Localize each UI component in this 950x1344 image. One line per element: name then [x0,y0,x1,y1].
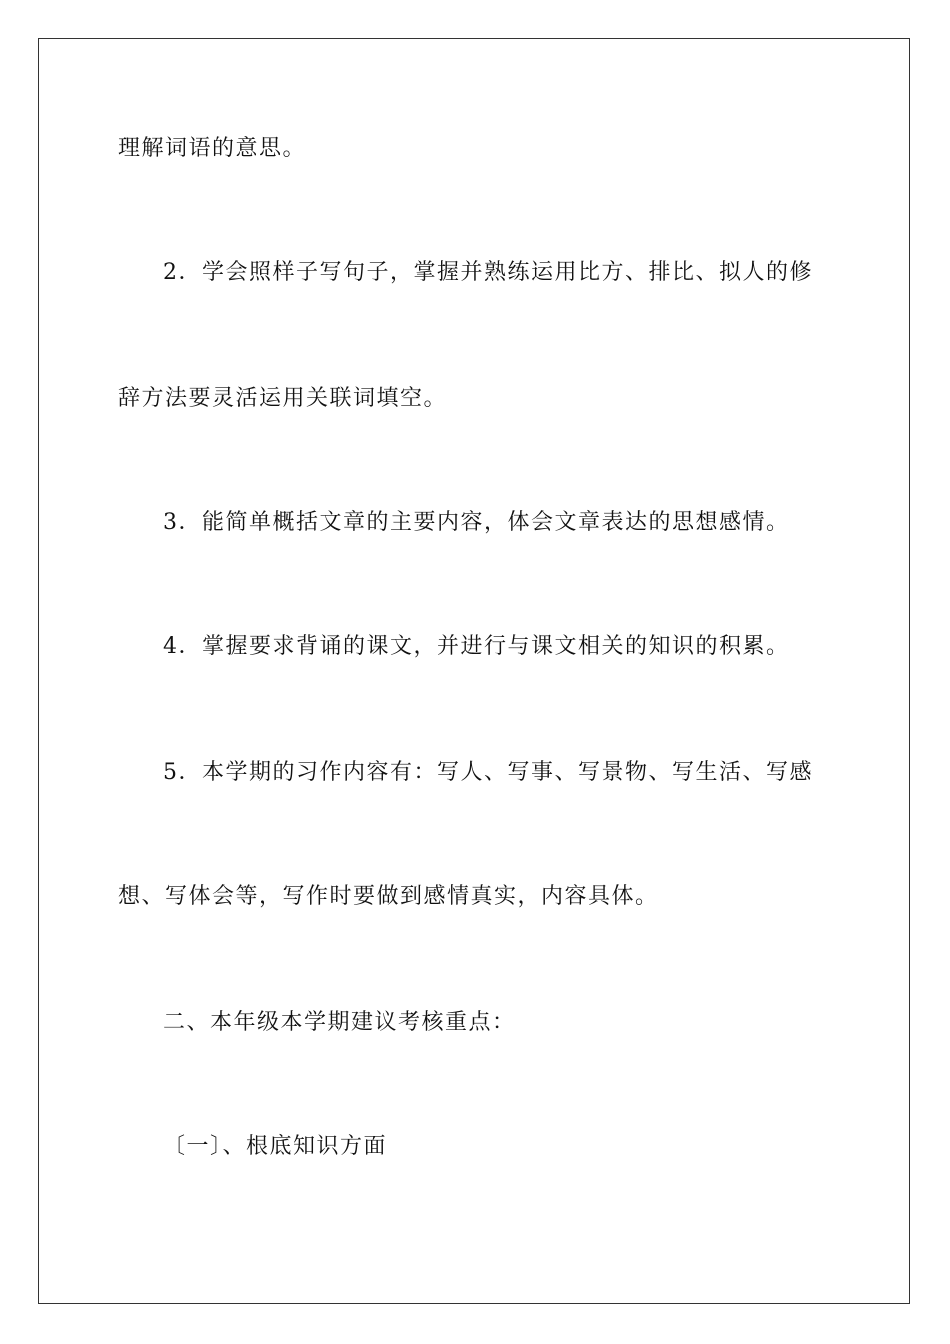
text-line-2: 2．学会照样子写句子，掌握并熟练运用比方、排比、拟人的修 [163,260,813,285]
subsection-heading: 〔一〕、根底知识方面 [163,1134,388,1159]
text-line-3: 辞方法要灵活运用关联词填空。 [118,386,448,411]
text-line-7: 想、写体会等，写作时要做到感情真实，内容具体。 [118,884,659,909]
text-line-5: 4．掌握要求背诵的课文，并进行与课文相关的知识的积累。 [163,634,790,659]
text-line-1: 理解词语的意思。 [118,136,307,161]
text-line-6: 5．本学期的习作内容有：写人、写事、写景物、写生活、写感 [163,760,813,785]
section-heading: 二、本年级本学期建议考核重点： [163,1010,516,1035]
text-line-4: 3．能简单概括文章的主要内容，体会文章表达的思想感情。 [163,510,790,535]
page-border [38,38,910,1304]
